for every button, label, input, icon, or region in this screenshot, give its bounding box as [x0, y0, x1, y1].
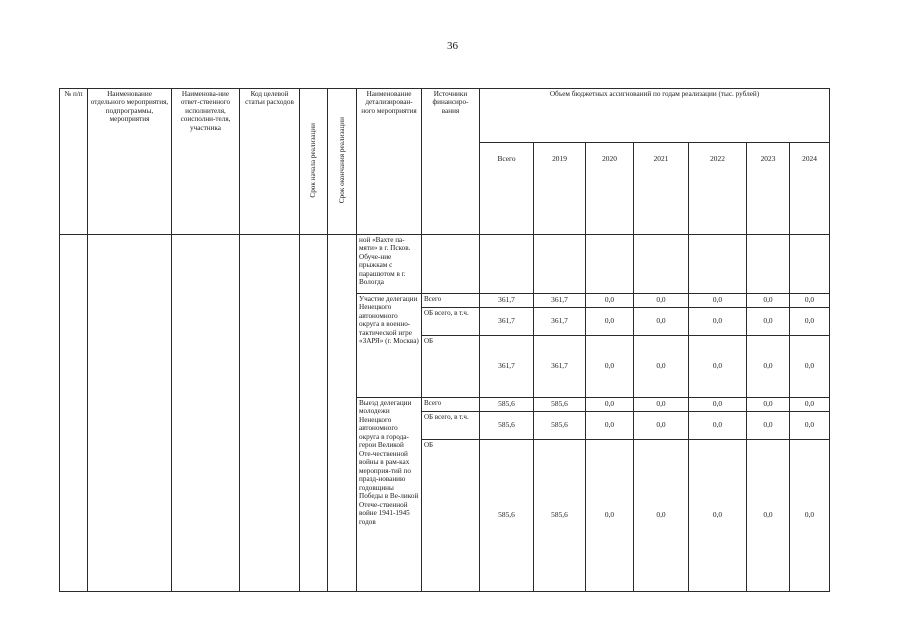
empty-cell	[634, 235, 689, 294]
value-cell: 0,0	[634, 336, 689, 398]
value-cell: 0,0	[689, 308, 747, 336]
value-cell: 0,0	[689, 412, 747, 440]
value-cell: 585,6	[534, 398, 586, 412]
value-cell: 585,6	[534, 440, 586, 592]
value-cell: 585,6	[480, 412, 534, 440]
header-year: 2021	[634, 143, 689, 235]
value-cell: 361,7	[534, 294, 586, 308]
value-cell: 0,0	[634, 294, 689, 308]
value-cell: 0,0	[790, 308, 830, 336]
value-cell: 0,0	[747, 336, 790, 398]
funding-source: ОБ всего, в т.ч.	[422, 308, 480, 336]
header-year: 2020	[586, 143, 634, 235]
header-year: 2024	[790, 143, 830, 235]
empty-cell	[689, 235, 747, 294]
value-cell: 0,0	[790, 398, 830, 412]
value-cell: 0,0	[790, 440, 830, 592]
header-year: 2019	[534, 143, 586, 235]
empty-cell	[790, 235, 830, 294]
value-cell: 0,0	[747, 412, 790, 440]
empty-cell	[88, 235, 172, 592]
value-cell: 585,6	[480, 440, 534, 592]
funding-source: ОБ всего, в т.ч.	[422, 412, 480, 440]
empty-cell	[328, 235, 357, 592]
value-cell: 585,6	[480, 398, 534, 412]
value-cell: 0,0	[790, 412, 830, 440]
value-cell: 0,0	[634, 412, 689, 440]
empty-cell	[60, 235, 88, 592]
value-cell: 361,7	[534, 336, 586, 398]
detailed-event-name: Выезд делегации молодежи Ненецкого автономного округа в города-герои Великой Оте-чественной войны в рам-ках мероприя-тий по празд-нованию годовщины Победы в Ве-ликой Отече-ственной войне 1941-1945 годов	[357, 398, 422, 592]
empty-cell	[240, 235, 300, 592]
value-cell: 0,0	[586, 440, 634, 592]
header-year: 2022	[689, 143, 747, 235]
value-cell: 361,7	[480, 294, 534, 308]
value-cell: 361,7	[480, 336, 534, 398]
empty-cell	[747, 235, 790, 294]
value-cell: 0,0	[747, 308, 790, 336]
funding-source: Всего	[422, 294, 480, 308]
value-cell: 0,0	[586, 308, 634, 336]
empty-cell	[300, 235, 328, 592]
funding-source: ОБ	[422, 440, 480, 592]
value-cell: 0,0	[586, 398, 634, 412]
header-executor: Наименова-ние ответ-ственного исполнителя, соисполни-теля, участника	[172, 89, 240, 235]
value-cell: 585,6	[534, 412, 586, 440]
value-cell: 0,0	[747, 294, 790, 308]
header-start-term: Срок начала реализации	[300, 89, 328, 235]
value-cell: 0,0	[689, 440, 747, 592]
header-event-name: Наименование отдельного мероприятия, подпрограммы, мероприятия	[88, 89, 172, 235]
header-sources: Источники финансиро-вания	[422, 89, 480, 235]
value-cell: 0,0	[747, 398, 790, 412]
value-cell: 0,0	[790, 294, 830, 308]
empty-cell	[480, 235, 534, 294]
header-detailed-name: Наименование детализирован-ного мероприятия	[357, 89, 422, 235]
page-number: 36	[447, 40, 458, 52]
funding-source: ОБ	[422, 336, 480, 398]
header-end-term: Срок окончания реализации	[328, 89, 357, 235]
detailed-event-name: Участие делегации Ненецкого автономного округа в военно-тактической игре «ЗАРЯ» (г. Москва)	[357, 294, 422, 398]
header-year: Всего	[480, 143, 534, 235]
value-cell: 0,0	[689, 398, 747, 412]
funding-source: Всего	[422, 398, 480, 412]
value-cell: 0,0	[790, 336, 830, 398]
value-cell: 0,0	[634, 398, 689, 412]
budget-table	[59, 88, 830, 592]
header-volume: Объем бюджетных ассигнований по годам реализации (тыс. рублей)	[480, 89, 830, 143]
value-cell: 0,0	[586, 294, 634, 308]
value-cell: 0,0	[634, 308, 689, 336]
value-cell: 361,7	[534, 308, 586, 336]
value-cell: 0,0	[689, 336, 747, 398]
value-cell: 361,7	[480, 308, 534, 336]
value-cell: 0,0	[634, 440, 689, 592]
header-num: № п/п	[60, 89, 88, 235]
value-cell: 0,0	[689, 294, 747, 308]
header-year: 2023	[747, 143, 790, 235]
continuation-text: ной «Вахте па-мяти» в г. Псков. Обуче-ние прыжкам с парашютом в г. Вологда	[357, 235, 422, 294]
empty-cell	[422, 235, 480, 294]
empty-cell	[586, 235, 634, 294]
value-cell: 0,0	[586, 412, 634, 440]
empty-cell	[172, 235, 240, 592]
value-cell: 0,0	[747, 440, 790, 592]
value-cell: 0,0	[586, 336, 634, 398]
header-code: Код целевой статьи расходов	[240, 89, 300, 235]
empty-cell	[534, 235, 586, 294]
